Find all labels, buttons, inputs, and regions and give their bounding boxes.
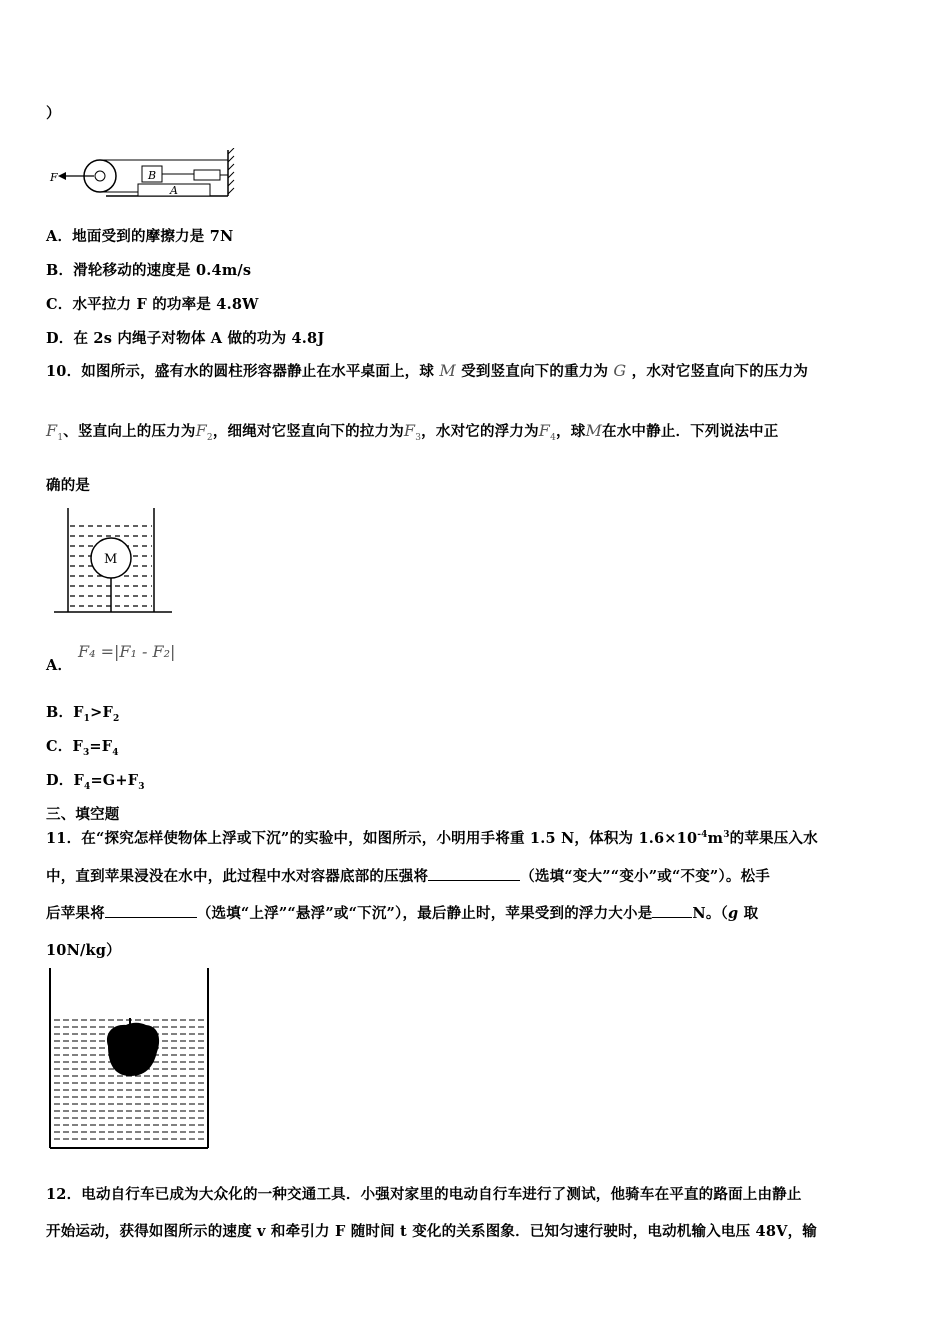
q10-option-a-formula: F₄ =|F₁ - F₂| (78, 642, 176, 661)
blank-pressure[interactable] (428, 866, 520, 881)
q12-line2: 开始运动，获得如图所示的速度 v 和牵引力 F 随时间 t 变化的关系图象．已知匀速行驶时，电动机输入电压 48V，输 (46, 1223, 817, 1240)
force-label: F (50, 171, 58, 184)
block-b-label: B (148, 169, 157, 182)
section-3-title: 三、填空题 (46, 806, 120, 823)
blank-buoyancy[interactable] (652, 903, 692, 918)
q11-line3: 后苹果将 （选填“上浮”“悬浮”或“下沉”），最后静止时，苹果受到的浮力大小是 N。（g 取 (46, 905, 759, 922)
q9-option-a: A．地面受到的摩擦力是 7N (46, 228, 234, 245)
q10-stem-line3: 确的是 (46, 477, 91, 494)
q11-line2: 中，直到苹果浸没在水中，此过程中水对容器底部的压强将 （选填“变大”“变小”或“不变”）。松手 (46, 868, 770, 885)
q10-stem-line2: $F_1$、竖直向上的压力为$F_2$，细绳对它竖直向下的拉力为$F_3$，水对它的浮力为$F_4$，球M在水中静止．下列说法中正 (46, 421, 779, 444)
q9-option-c: C．水平拉力 F 的功率是 4.8W (46, 296, 259, 313)
q12-line1: 12．电动自行车已成为大众化的一种交通工具．小强对家里的电动自行车进行了测试，他骑车在平直的路面上由静止 (46, 1186, 802, 1203)
q11-line4: 10N/kg） (46, 942, 121, 959)
q10-stem-line1: 10．如图所示，盛有水的圆柱形容器静止在水平桌面上，球 M 受到竖直向下的重力为 G ，水对它竖直向下的压力为 (46, 361, 809, 380)
ball-label: M (104, 552, 118, 567)
q10-option-a: A． (46, 657, 73, 674)
q10-option-b: B．$F_1>F_2$ (46, 704, 120, 724)
block-a-label: A (170, 184, 178, 197)
q11-line1: 11．在“探究怎样使物体上浮或下沉”的实验中，如图所示，小明用手将重 1.5 N，体积为 $1.6\times 10^{-4}m^3$的苹果压入水 (46, 830, 818, 847)
q10-option-c: C．$F_3=F_4$ (46, 738, 119, 758)
pulley-figure (46, 148, 236, 200)
ball-container-figure (52, 506, 174, 618)
apple-container-figure (46, 968, 214, 1152)
q10-option-d: D．$F_4=G+F_3$ (46, 772, 145, 792)
closing-paren: ） (46, 105, 61, 122)
blank-apple-motion[interactable] (105, 903, 197, 918)
q9-option-d: D．在 2s 内绳子对物体 A 做的功为 4.8J (46, 330, 325, 347)
q9-option-b: B．滑轮移动的速度是 0.4m/s (46, 262, 252, 279)
